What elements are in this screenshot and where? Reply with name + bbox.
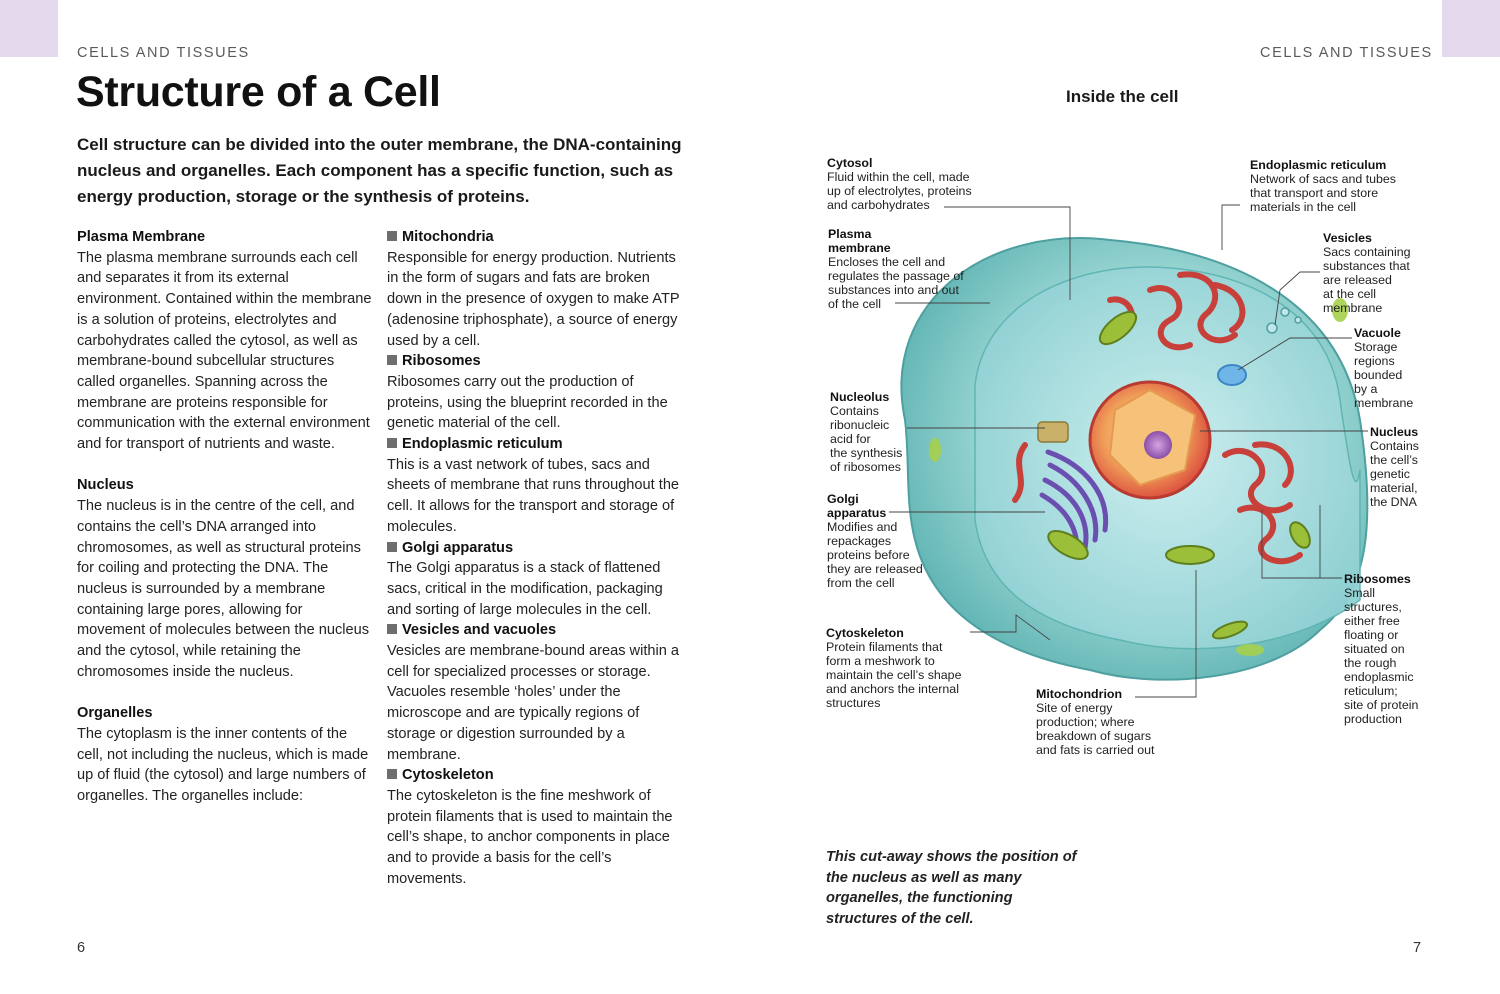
label-endoplasmic-reticulum: Endoplasmic reticulum Network of sacs and tubes that transport and store materials in the cell [1250, 158, 1397, 214]
section-label-left: CELLS AND TISSUES [77, 45, 250, 61]
golgi-text: The Golgi apparatus is a stack of flattened sacs, critical in the modification, packaging and sorting of large molecules in the cell. [387, 560, 663, 618]
label-vacuole: Vacuole Storage regions bounded by a membrane [1354, 326, 1414, 410]
cytoskeleton-text: The cytoskeleton is the fine meshwork of protein filaments that is used to maintain the cell’s shape, to anchor components in place and to provide a basis for the cell’s movements. [387, 787, 673, 887]
page-title: Structure of a Cell [76, 68, 441, 116]
er-heading: Endoplasmic reticulum [387, 434, 682, 455]
label-golgi: Golgi apparatus Modifies and repackages proteins before they are released from the cell [827, 492, 923, 590]
label-plasma-membrane: Plasma membrane Encloses the cell and regulates the passage of substances into and out of the cell [828, 227, 964, 311]
ribosomes-heading: Ribosomes [387, 351, 682, 372]
intro-paragraph: Cell structure can be divided into the outer membrane, the DNA-containing nucleus and organelles. Each component has a specific function, such as energy production, storage or the synthesis of proteins. [77, 135, 682, 206]
page-number-right: 7 [1413, 940, 1422, 956]
cytoskeleton-heading: Cytoskeleton [387, 765, 682, 786]
figure-caption: This cut-away shows the position of the nucleus as well as many organelles, the functioning structures of the cell. [826, 849, 1077, 928]
label-cytoskeleton: Cytoskeleton Protein filaments that form a meshwork to maintain the cell’s shape and anchors the internal structures [826, 626, 962, 710]
label-nucleus: Nucleus Contains the cell’s genetic material, the DNA [1370, 425, 1419, 509]
golgi-heading: Golgi apparatus [387, 538, 682, 559]
page-number-left: 6 [77, 940, 86, 956]
mitochondria-text: Responsible for energy production. Nutrients in the form of sugars and fats are broken down in the presence of oxygen to make ATP (adenosine triphosphate), a source of energy used by a cell. [387, 249, 680, 349]
organelles-text: The cytoplasm is the inner contents of the cell, not including the nucleus, which is made up of fluid (the cytosol) and large numbers of organelles. The organelles include: [77, 725, 369, 804]
plasma-membrane-heading: Plasma Membrane [77, 229, 206, 245]
centriole [1038, 422, 1068, 442]
plasma-membrane-text: The plasma membrane surrounds each cell and separates it from its external environment. Contained within the membrane is a solution of proteins, electrolytes and carbohydrates called the cytosol, as well as membrane-bound subcellular structures called organelles. Spanning across the membrane are proteins responsible for communication with the external environment and for transport of nutrients and waste. [77, 249, 372, 453]
ribosomes-text: Ribosomes carry out the production of proteins, using the blueprint recorded in the genetic material of the cell. [387, 373, 668, 432]
nucleus-text: The nucleus is in the centre of the cell, and contains the cell’s DNA arranged into chromosomes, as well as structural proteins for coiling and protecting the DNA. The nucleus is surrounded by a membrane containing large pores, allowing for movement of molecules between the nucleus and the cytosol, while retaining the chromosomes inside the nucleus. [77, 498, 370, 680]
mitochondria-heading: Mitochondria [387, 227, 682, 248]
section-label-right: CELLS AND TISSUES [1260, 45, 1433, 61]
nucleus-heading: Nucleus [77, 477, 134, 494]
label-vesicles: Vesicles Sacs containing substances that are released at the cell membrane [1323, 231, 1411, 315]
label-cytosol: Cytosol Fluid within the cell, made up of electrolytes, proteins and carbohydrates [827, 156, 972, 212]
vesicles-text: Vesicles are membrane-bound areas within a cell for specialized processes or storage. Vacuoles resemble ‘holes’ under the microscope and are typically regions of storage or digestion surrounded by a membrane. [387, 643, 680, 763]
label-nucleolus: Nucleolus Contains ribonucleic acid for the synthesis of ribosomes [830, 390, 903, 474]
label-mitochondrion: Mitochondrion Site of energy production; where breakdown of sugars and fats is carried out [1036, 687, 1155, 757]
nucleolus [1144, 431, 1172, 459]
vesicles-heading: Vesicles and vacuoles [387, 620, 682, 641]
organelles-heading: Organelles [77, 705, 153, 722]
figure-title: Inside the cell [1066, 87, 1179, 106]
er-text: This is a vast network of tubes, sacs and sheets of membrane that runs throughout the cell. It allows for the transport and storage of molecules. [387, 456, 680, 535]
label-ribosomes: Ribosomes Small structures, either free floating or situated on the rough endoplasmic reticulum; site of protein production [1344, 572, 1419, 726]
